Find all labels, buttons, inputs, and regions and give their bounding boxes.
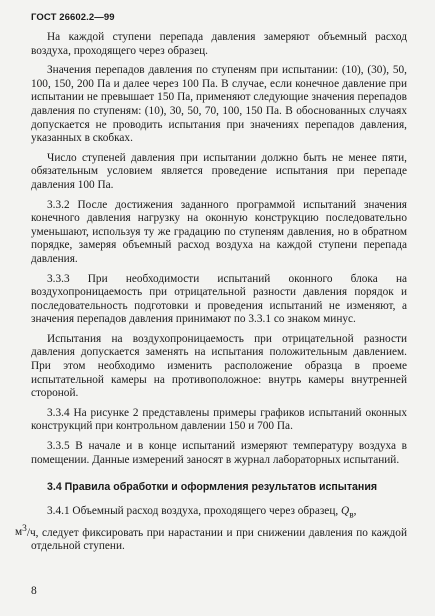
paragraph-pressure-values: Значения перепадов давления по ступеням при испытании: (10), (30), 50, 100, 150, 200 Па и далее через 100 Па. В случае, если конечное давление при испытании не превышает 150 Па, применяют следующие значения перепадов давления по ступеням: (10), 30, 50, 70, 100, 150 Па. В обоснованных случаях допускается не проводить испытания при значениях перепадов давления, указанных в скобках.	[31, 64, 407, 145]
section-heading-3-4: 3.4 Правила обработки и оформления результатов испытания	[47, 481, 378, 494]
paragraph-3-3-4: 3.3.4 На рисунке 2 представлены примеры графиков испытаний оконных конструкций при контрольном давлении 150 и 700 Па.	[31, 406, 407, 433]
paragraph-3-3-3: 3.3.3 При необходимости испытаний оконного блока на воздухопроницаемость при отрицательной разности давления порядок и последовательность подготовки и проведения испытаний не изменяют, а значения перепадов давления принимают по 3.3.1 со знаком минус.	[31, 272, 407, 326]
paragraph-3-4-1	[15, 504, 407, 554]
paragraph-3-4-1-end: /ч, следует фиксировать при нарастании и при снижении давления по каждой отдельной ступени.	[26, 526, 407, 553]
page-number: 8	[31, 585, 37, 597]
page-header-standard: ГОСТ 26602.2—99	[31, 12, 115, 23]
body-text	[15, 31, 407, 560]
paragraph-3-3-2: 3.3.2 После достижения заданного программой испытаний значения конечного давления нагрузку на оконную конструкцию последовательно уменьшают, используя ту же градацию по ступеням давления, но в обратном порядке, замеряя объемный расход воздуха на каждой ступени перепада давления.	[31, 198, 407, 265]
paragraph-3-4-1-start: 3.4.1 Объемный расход воздуха, проходящего через образец,	[47, 504, 342, 517]
paragraph-step-count: Число ступеней давления при испытании должно быть не менее пяти, обязательным условием является проведение испытания при перепаде давления 100 Па.	[31, 151, 407, 191]
flow-symbol-subscript: в	[349, 510, 354, 521]
paragraph-step-measure: На каждой ступени перепада давления замеряют объемный расход воздуха, проходящего через образец.	[31, 31, 407, 57]
comma: ,	[353, 504, 357, 517]
unit-base: м	[15, 526, 23, 539]
unit-exponent: 3	[22, 523, 27, 534]
paragraph-negative-pressure: Испытания на воздухопроницаемость при отрицательной разности давления допускается заменять на испытания положительным давлением. При этом необходимо изменить расположение образца в проеме испытательной камеры на противоположное: внутрь камеры внутренней стороной.	[31, 332, 407, 400]
flow-symbol: Q	[341, 504, 350, 517]
paragraph-3-3-5: 3.3.5 В начале и в конце испытаний измеряют температуру воздуха в помещении. Данные измерений заносят в журнал лабораторных испытаний.	[31, 440, 407, 466]
